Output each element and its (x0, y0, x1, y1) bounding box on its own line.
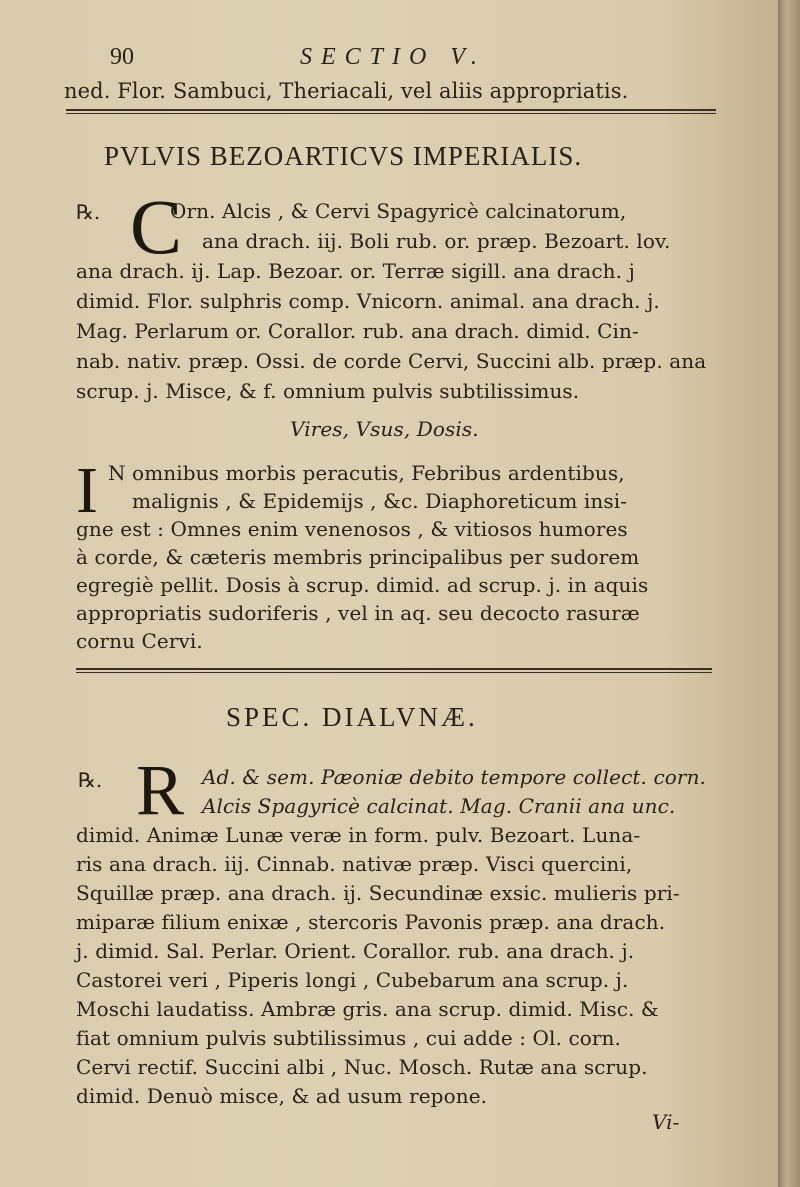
section-rule (76, 668, 712, 670)
catchword: Vi- (652, 1110, 680, 1134)
text-line: cornu Cervi. (76, 629, 203, 653)
page-edge (778, 0, 800, 1187)
vires-heading: Vires, Vsus, Dosis. (290, 417, 479, 441)
text-line: fiat omnium pulvis subtilissimus , cui adde : Ol. corn. (76, 1026, 621, 1050)
drop-cap-r: R (136, 750, 185, 830)
recipe-symbol: ℞. (78, 768, 103, 792)
text-line: Moschi laudatiss. Ambræ gris. ana scrup. dimid. Misc. & (76, 997, 659, 1021)
text-line: dimid. Animæ Lunæ veræ in form. pulv. Bezoart. Luna- (76, 823, 641, 847)
text-line: dimid. Denuò misce, & ad usum repone. (76, 1084, 488, 1108)
header-rule (66, 109, 716, 111)
text-line: ana drach. iij. Boli rub. or. præp. Bezoart. lov. (202, 229, 671, 253)
text-line: dimid. Flor. sulphris comp. Vnicorn. animal. ana drach. j. (76, 289, 660, 313)
running-header (110, 44, 710, 74)
text-line: malignis , & Epidemijs , &c. Diaphoreticum insi- (132, 489, 628, 513)
drop-cap-c: C (130, 183, 183, 270)
text-line: ana drach. ij. Lap. Bezoar. or. Terræ sigill. ana drach. j (76, 259, 635, 283)
header-rule-thin (66, 113, 716, 114)
text-line: Orn. Alcis , & Cervi Spagyricè calcinatorum, (170, 199, 627, 223)
text-line: egregiè pellit. Dosis à scrup. dimid. ad scrup. j. in aquis (76, 573, 649, 597)
text-line: Mag. Perlarum or. Corallor. rub. ana drach. dimid. Cin- (76, 319, 639, 343)
continuation-line: ned. Flor. Sambuci, Theriacali, vel aliis appropriatis. (64, 79, 629, 103)
recipe-symbol: ℞. (76, 200, 101, 224)
text-line: nab. nativ. præp. Ossi. de corde Cervi, Succini alb. præp. ana (76, 349, 707, 373)
section-title-dialunae: SPEC. DIALVNÆ. (226, 702, 478, 732)
text-line: Squillæ præp. ana drach. ij. Secundinæ exsic. mulieris pri- (76, 881, 680, 905)
text-line: Alcis Spagyricè calcinat. Mag. Cranii ana unc. (202, 794, 676, 818)
text-line: gne est : Omnes enim venenosos , & vitiosos humores (76, 517, 628, 541)
text-line: appropriatis sudoriferis , vel in aq. seu decocto rasuræ (76, 601, 640, 625)
text-line: ris ana drach. iij. Cinnab. nativæ præp. Visci quercini, (76, 852, 633, 876)
text-line: Cervi rectif. Succini albi , Nuc. Mosch. Rutæ ana scrup. (76, 1055, 648, 1079)
text-line: Ad. & sem. Pæoniæ debito tempore collect. corn. (202, 765, 707, 789)
text-line: à corde, & cæteris membris principalibus per sudorem (76, 545, 640, 569)
section-title-pulvis: PVLVIS BEZOARTICVS IMPERIALIS. (104, 141, 583, 171)
page-number: 90 (110, 44, 134, 70)
text-line: Castorei veri , Piperis longi , Cubebarum ana scrup. j. (76, 968, 629, 992)
text-line: scrup. j. Misce, & f. omnium pulvis subtilissimus. (76, 379, 580, 403)
drop-cap-i: I (76, 454, 98, 527)
text-line: j. dimid. Sal. Perlar. Orient. Corallor. rub. ana drach. j. (76, 939, 635, 963)
text-line: N omnibus morbis peracutis, Febribus ardentibus, (108, 461, 625, 485)
section-rule-thin (76, 672, 712, 673)
text-line: miparæ filium enixæ , stercoris Pavonis præp. ana drach. (76, 910, 666, 934)
section-heading: SECTIO V. (300, 44, 486, 70)
